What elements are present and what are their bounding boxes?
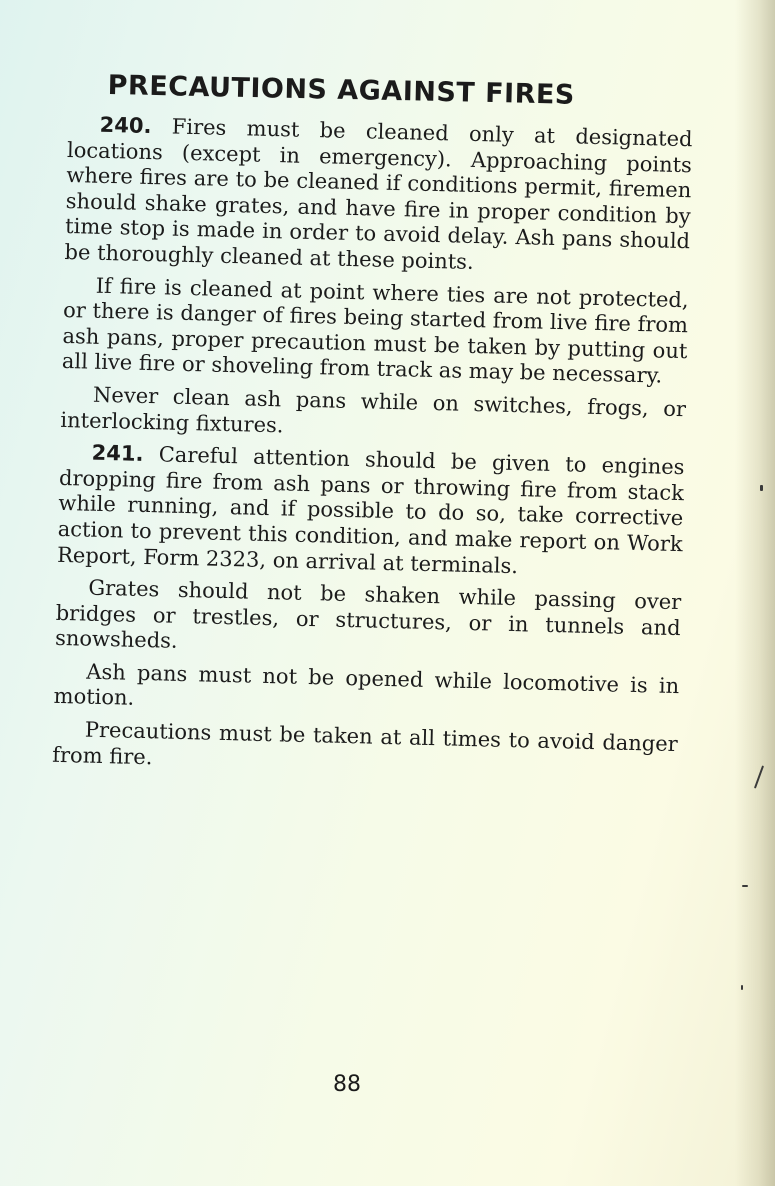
rule-number: 240. (99, 112, 152, 139)
page-heading: PRECAUTIONS AGAINST FIRES (107, 70, 576, 111)
rule-number: 241. (91, 440, 144, 467)
paragraph-text: If fire is cleaned at point where ties are not protected, or there is danger of fires being started from live fire from ash pans, proper precaution must be taken by putting out all live fire or shoveling from track as may be necessary. (61, 273, 689, 388)
paragraph-text: Careful attention should be given to engines dropping fire from ash pans or throwing fire from stack while running, and if possible to do so, take corrective action to prevent this condition, and make report on Work Report, Form 2323, on arrival at terminals. (56, 442, 685, 578)
paragraph-rule-241 (57, 440, 685, 583)
paragraph (53, 659, 679, 725)
edge-mark (741, 985, 743, 990)
body-text (52, 112, 708, 791)
paragraph (60, 382, 686, 448)
page-edge-shadow (735, 0, 775, 1186)
paragraph-text: Ash pans must not be opened while locomotive is in motion. (53, 659, 680, 711)
paragraph-text: Precautions must be taken at all times to avoid danger from fire. (52, 717, 679, 769)
edge-mark (742, 885, 748, 887)
paragraph-text: Grates should not be shaken while passing over bridges or trestles, or structures, or in tunnels and snowsheds. (54, 575, 682, 654)
paragraph (62, 273, 689, 391)
edge-mark (760, 485, 763, 491)
paragraph-text: Fires must be cleaned only at designated locations (except in emergency). Approaching points where fires are to be cleaned if conditions permit, firemen should shake grates, and have fire in proper condition by time stop is made in order to avoid delay. Ash pans should be thoroughly cleaned at these points. (64, 114, 693, 274)
paragraph-text: Never clean ash pans while on switches, frogs, or interlocking fixtures. (60, 382, 687, 437)
paragraph-rule-240 (64, 112, 693, 281)
paragraph (55, 575, 682, 667)
page-number: 88 (333, 1072, 361, 1097)
paragraph (52, 717, 678, 783)
